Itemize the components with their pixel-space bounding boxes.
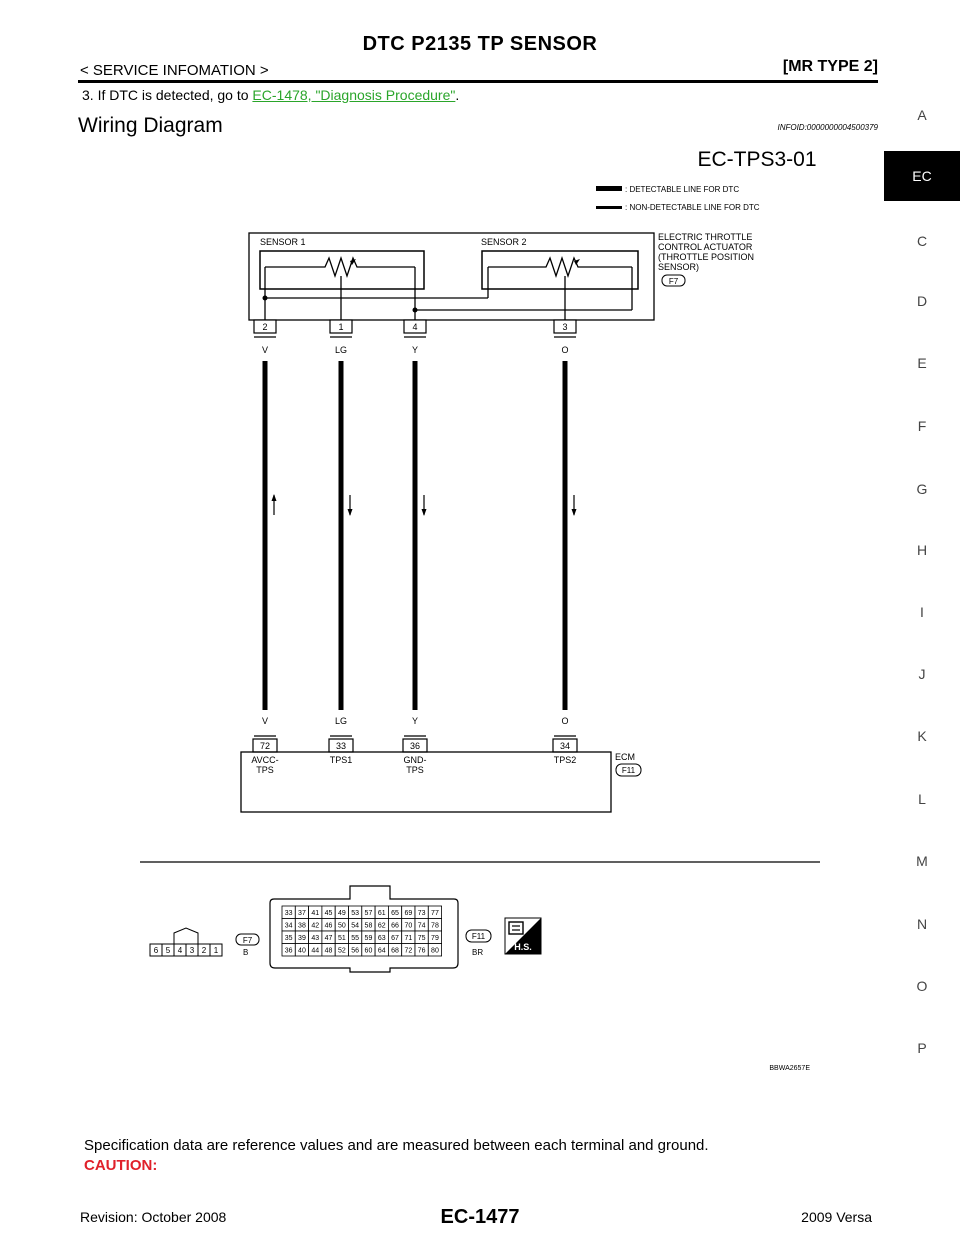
actuator-label-3: (THROTTLE POSITION <box>658 252 755 262</box>
diagnosis-procedure-link[interactable]: EC-1478, "Diagnosis Procedure" <box>252 87 456 103</box>
harness-side-icon <box>505 918 541 954</box>
harness-wires <box>265 361 577 710</box>
ecm-grid-pin-number: 55 <box>351 935 360 942</box>
signal-direction-arrow <box>572 509 577 516</box>
ecm-grid-pin-number: 44 <box>311 947 320 955</box>
actuator-pin-number: 3 <box>562 322 568 332</box>
section-tab-c[interactable]: C <box>916 233 928 249</box>
ecm-grid-pin-number: 50 <box>337 922 346 930</box>
signal-direction-arrow <box>272 494 277 501</box>
ecm-grid-pin-number: 48 <box>324 947 333 955</box>
ecm-grid-pin-number: 58 <box>364 922 373 930</box>
ecm-grid-pin-number: 76 <box>417 947 426 955</box>
ecm-grid-pin-number: 75 <box>417 935 426 942</box>
section-tab-e[interactable]: E <box>917 355 927 371</box>
ecm-grid-pin-number: 80 <box>431 947 439 955</box>
ecm-grid-pin-number: 71 <box>404 935 413 942</box>
step-3-text: 3. If DTC is detected, go to <box>82 87 253 103</box>
sensor-2-resistor <box>488 258 632 276</box>
ecm-terminal-label: TPS1 <box>329 755 353 765</box>
actuator-pin-number: 1 <box>338 322 344 332</box>
footer-revision: Revision: October 2008 <box>80 1209 227 1225</box>
wire-color-bottom: Y <box>411 716 419 726</box>
ecm-terminal-label: GND- <box>403 755 427 765</box>
info-id: INFOID:0000000004500379 <box>777 123 878 132</box>
actuator-label-4: SENSOR) <box>658 262 700 272</box>
footer-model: 2009 Versa <box>801 1209 872 1225</box>
f7-pin-number: 6 <box>153 946 159 955</box>
ecm-grid-pin-number: 72 <box>404 947 413 955</box>
sensor-1-resistor <box>265 258 415 276</box>
f7-connector-id: F7 <box>668 277 679 286</box>
f7-pin-number: 4 <box>177 946 183 955</box>
ecm-grid-pin-number: 65 <box>391 910 399 917</box>
section-tab-k[interactable]: K <box>917 728 927 744</box>
ecm-grid-pin-number: 64 <box>377 947 386 955</box>
section-tab-j[interactable]: J <box>918 666 926 682</box>
diagram-code: EC-TPS3-01 <box>697 148 817 171</box>
legend-nondetectable-swatch <box>596 206 622 209</box>
section-tab-i[interactable]: I <box>920 604 924 620</box>
actuator-terminals <box>254 320 576 355</box>
header-section-label: < SERVICE INFOMATION > <box>80 62 269 79</box>
ecm-grid-pin-number: 79 <box>431 935 439 942</box>
section-tab-ec[interactable]: EC <box>884 151 960 201</box>
section-tab-p[interactable]: P <box>917 1040 927 1056</box>
section-tab-h[interactable]: H <box>916 542 928 558</box>
f11-connector-id: F11 <box>621 766 636 775</box>
f7-connector-face <box>150 944 222 956</box>
sensor-1-label: SENSOR 1 <box>260 237 306 247</box>
ecm-terminal-label: AVCC- <box>251 755 279 765</box>
wire-color-top: LG <box>334 345 348 355</box>
ecm-terminal-label: TPS <box>406 765 424 775</box>
legend-detectable-label: : DETECTABLE LINE FOR DTC <box>625 185 740 194</box>
f7-connector-key <box>174 928 198 944</box>
ecm-terminal-label: TPS <box>256 765 274 775</box>
ecm-pin-number: 36 <box>409 741 421 751</box>
wire-color-top: O <box>561 345 569 355</box>
f11-color: BR <box>472 948 484 957</box>
ecm-grid-pin-number: 45 <box>324 910 333 917</box>
section-tab-o[interactable]: O <box>916 978 928 994</box>
section-tab-a[interactable]: A <box>917 107 927 123</box>
ecm-grid-pin-number: 43 <box>311 935 320 942</box>
f7-pin-number: 3 <box>189 946 195 955</box>
ecm-grid-pin-number: 39 <box>298 935 306 942</box>
ecm-grid-pin-number: 41 <box>311 910 320 917</box>
wire-color-bottom: LG <box>334 716 348 726</box>
f7-pin-number: 5 <box>165 946 171 955</box>
ecm-grid-pin-number: 68 <box>391 947 399 955</box>
ecm-grid-pin-number: 49 <box>337 910 346 917</box>
ecm-grid-pin-number: 78 <box>431 922 439 930</box>
ecm-grid-pin-number: 56 <box>351 947 360 955</box>
ecm-grid-pin-number: 67 <box>391 935 399 942</box>
ecm-grid-pin-number: 57 <box>364 910 373 917</box>
f7-pin-number: 1 <box>213 946 219 955</box>
ecm-pin-number: 33 <box>335 741 347 751</box>
wire-color-bottom: V <box>261 716 269 726</box>
legend-detectable-swatch <box>596 186 622 191</box>
actuator-label-1: ELECTRIC THROTTLE <box>658 232 753 242</box>
ecm-terminal-label: TPS2 <box>553 755 577 765</box>
f7-pin-number: 2 <box>201 946 207 955</box>
wire-color-top: V <box>261 345 269 355</box>
ecm-grid-pin-number: 70 <box>404 922 413 930</box>
f7-color: B <box>243 948 249 957</box>
ecm-grid-pin-number: 46 <box>324 922 333 930</box>
harness-side-label: H.S. <box>514 942 532 952</box>
wire-color-top: Y <box>411 345 419 355</box>
sensor-1-box <box>260 251 424 289</box>
ecm-grid-pin-number: 61 <box>377 910 386 917</box>
section-tab-l[interactable]: L <box>918 791 926 807</box>
ecm-grid-pin-number: 38 <box>298 922 306 930</box>
step-3-suffix: . <box>455 87 460 103</box>
ecm-grid-pin-number: 36 <box>284 947 293 955</box>
ecm-grid-pin-number: 37 <box>298 910 306 917</box>
section-tab-n[interactable]: N <box>916 916 928 932</box>
spec-note: Specification data are reference values and are measured between each terminal and ground. <box>84 1137 709 1154</box>
caution-heading: CAUTION: <box>84 1157 158 1174</box>
f7-face-id: F7 <box>242 936 253 945</box>
ecm-grid-pin-number: 34 <box>284 922 293 930</box>
actuator-box <box>249 233 654 320</box>
section-tab-m[interactable]: M <box>916 853 928 869</box>
section-tab-f[interactable]: F <box>917 418 927 434</box>
sensor-2-label: SENSOR 2 <box>481 237 527 247</box>
ecm-grid-pin-number: 77 <box>431 910 439 917</box>
signal-direction-arrow <box>348 509 353 516</box>
legend-nondetectable-label: : NON-DETECTABLE LINE FOR DTC <box>625 203 760 212</box>
ecm-grid-pin-number: 51 <box>337 935 346 942</box>
page-number: EC-1477 <box>440 1206 520 1228</box>
ecm-label: ECM <box>615 752 635 762</box>
ecm-terminals <box>253 716 577 752</box>
ecm-grid-pin-number: 66 <box>391 922 399 930</box>
signal-direction-arrow <box>422 509 427 516</box>
ecm-grid-pin-number: 62 <box>377 922 386 930</box>
ecm-grid-pin-number: 54 <box>351 922 360 930</box>
ecm-grid-pin-number: 59 <box>364 935 373 942</box>
ecm-grid-pin-number: 63 <box>377 935 386 942</box>
sensor-2-box <box>482 251 638 289</box>
ecm-grid-pin-number: 69 <box>404 910 413 917</box>
actuator-pin-number: 2 <box>262 322 268 332</box>
ecm-connector-face <box>282 906 442 956</box>
section-tab-d[interactable]: D <box>916 293 928 309</box>
section-tab-g[interactable]: G <box>916 481 928 497</box>
header-engine-type: [MR TYPE 2] <box>782 58 878 75</box>
ecm-terminal-labels <box>251 755 576 775</box>
f11-face-id: F11 <box>471 932 486 941</box>
section-title: Wiring Diagram <box>78 114 223 137</box>
ecm-grid-pin-number: 53 <box>351 910 360 917</box>
ecm-grid-pin-number: 42 <box>311 922 320 930</box>
actuator-pin-number: 4 <box>412 322 418 332</box>
figure-id: BBWA2657E <box>769 1065 810 1072</box>
ecm-grid-pin-number: 74 <box>417 922 426 930</box>
actuator-label-2: CONTROL ACTUATOR <box>658 242 753 252</box>
wire-color-bottom: O <box>561 716 569 726</box>
ecm-grid-pin-number: 73 <box>417 910 426 917</box>
ecm-grid-pin-number: 35 <box>284 935 293 942</box>
ecm-grid-pin-number: 40 <box>298 947 306 955</box>
ecm-grid-pin-number: 52 <box>337 947 346 955</box>
ecm-grid-pin-number: 47 <box>324 935 333 942</box>
page-title: DTC P2135 TP SENSOR <box>362 33 598 55</box>
ecm-pin-number: 72 <box>259 741 271 751</box>
ecm-grid-pin-number: 60 <box>364 947 373 955</box>
ecm-pin-number: 34 <box>559 741 571 751</box>
ecm-grid-pin-number: 33 <box>284 910 293 917</box>
